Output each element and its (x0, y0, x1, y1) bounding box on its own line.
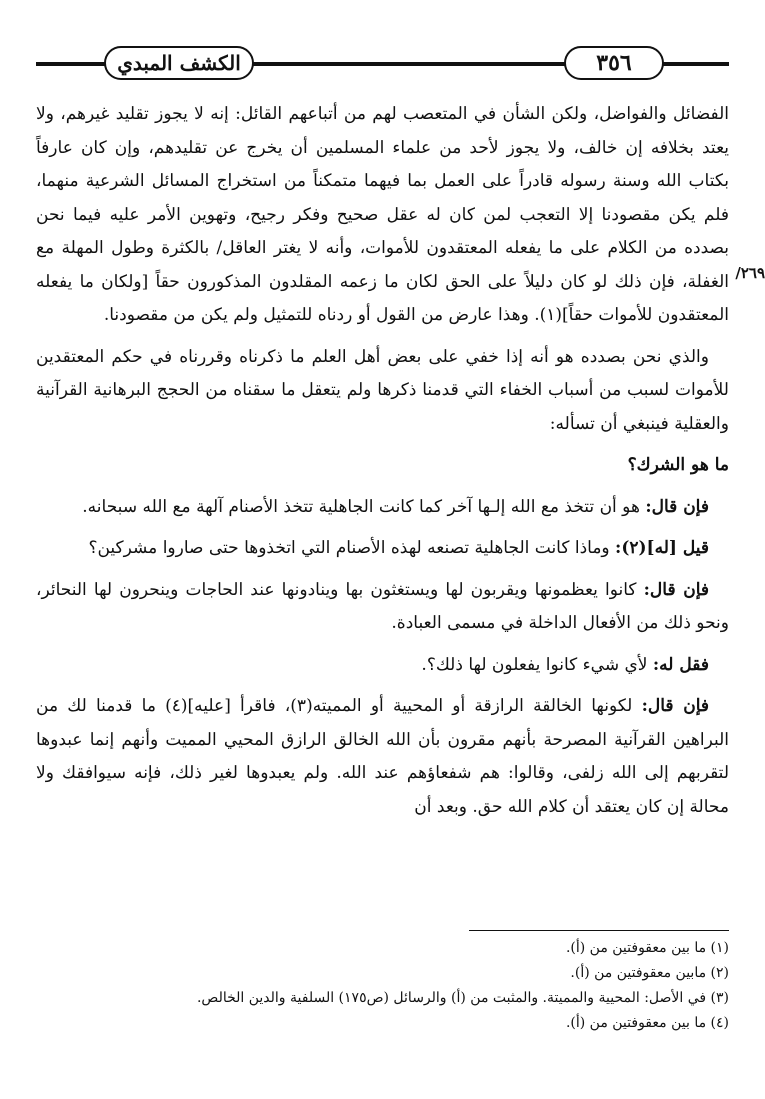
paragraph-2: والذي نحن بصدده هو أنه إذا خفي على بعض أهل العلم ما ذكرناه وقررناه في حكم المعتقدين للأموات لسبب من أسباب الخفاء التي قدمنا ذكرها ولم يتعقل ما سقناه من الحجج البرهانية القرآنية والعقلية فينبغي أن تسأله: (36, 346, 729, 434)
footnote-4: (٤) ما بين معقوفتين من (أ). (565, 1015, 729, 1031)
speaker-label: فقل له: (652, 654, 709, 675)
dialogue-5 (36, 690, 729, 824)
footnotes (36, 936, 729, 1036)
section-heading: ما هو الشرك؟ (627, 455, 729, 475)
page-number: ٣٥٦ (564, 46, 664, 80)
dialogue-1 (36, 491, 729, 525)
dialogue-4 (36, 649, 729, 683)
dialogue-text: لأي شيء كانوا يفعلون لها ذلك؟. (421, 654, 648, 675)
footnote-1: (١) ما بين معقوفتين من (أ). (565, 940, 729, 956)
footnote-divider (469, 930, 729, 931)
paragraph-1: الفضائل والفواضل، ولكن الشأن في المتعصب لهم من أتباعهم القائل: إنه لا يجوز تقليد غيرهم، ولا يعتد بخلافه إن خالف، ولا يجوز لأحد من علماء المسلمين أن يخرج عن تقليدهم، وإن كان عارفاً بكتاب الله وسنة رسوله قادراً على العمل بما فيهما متمكناً من استخراج المسائل الشرعية منهما، فلم يكن مقصودنا إلا التعجب لمن كان له عقل صحيح وفكر رجيح، وتهوين الأمر عليه فيما نحن بصدده من الكلام على ما يفعله المعتقدون للأموات، وأنه لا يغتر العاقل/ بالكثرة وطول المهلة مع الغفلة، فإن ذلك لو كان دليلاً على الحق لكان ما زعمه المقلدون المذكورون حقاً [ولكان ما يفعله المعتقدون للأموات حقاً](١). وهذا عارض من القول أو ردناه للتمثيل ولم يكن من مقصودنا. (36, 104, 729, 325)
dialogue-text: هو أن تتخذ مع الله إلـها آخر كما كانت الجاهلية تتخذ الأصنام آلهة مع الله سبحانه. (82, 496, 640, 517)
dialogue-2 (36, 532, 729, 566)
page-header (36, 44, 729, 84)
dialogue-text: كانوا يعظمونها ويقربون لها ويستغثون بها وينادونها عند الحاجات وينحرون لها النحائر، ونحو ذلك من الأفعال الداخلة في مسمى العبادة. (36, 579, 729, 633)
speaker-label: قيل [له](٢): (615, 538, 709, 558)
footnote-2: (٢) مابين معقوفتين من (أ). (570, 965, 729, 981)
main-text (36, 98, 729, 832)
speaker-label: فإن قال: (643, 579, 710, 600)
dialogue-text: لكونها الخالقة الرازقة أو المحيية أو المميته(٣)، فاقرأ [عليه](٤) ما قدمنا لك من البراهين القرآنية المصرحة بأنهم مقرون بأن الله الخالق الرازق المحيي المميت وأنهم إنما عبدوها لتقربهم إلى الله زلفى، وقالوا: هم شفعاؤهم عند الله. ولم يعبدوها لغير ذلك، فإنه سيوافقك ولا محالة إن كان يعتقد أن كلام الله حق. وبعد أن (36, 696, 729, 817)
speaker-label: فإن قال: (641, 696, 710, 716)
footnote-3: (٣) في الأصل: المحيية والمميتة. والمثبت من (أ) والرسائل (ص١٧٥) السلفية والدين الخالص. (196, 990, 729, 1006)
margin-page-reference: ٢٦٩/ (735, 264, 765, 282)
dialogue-3 (36, 574, 729, 641)
speaker-label: فإن قال: (645, 496, 709, 517)
running-title: الكشف المبدي (104, 46, 254, 80)
dialogue-text: وماذا كانت الجاهلية تصنعه لهذه الأصنام التي اتخذوها حتى صاروا مشركين؟ (88, 538, 610, 558)
